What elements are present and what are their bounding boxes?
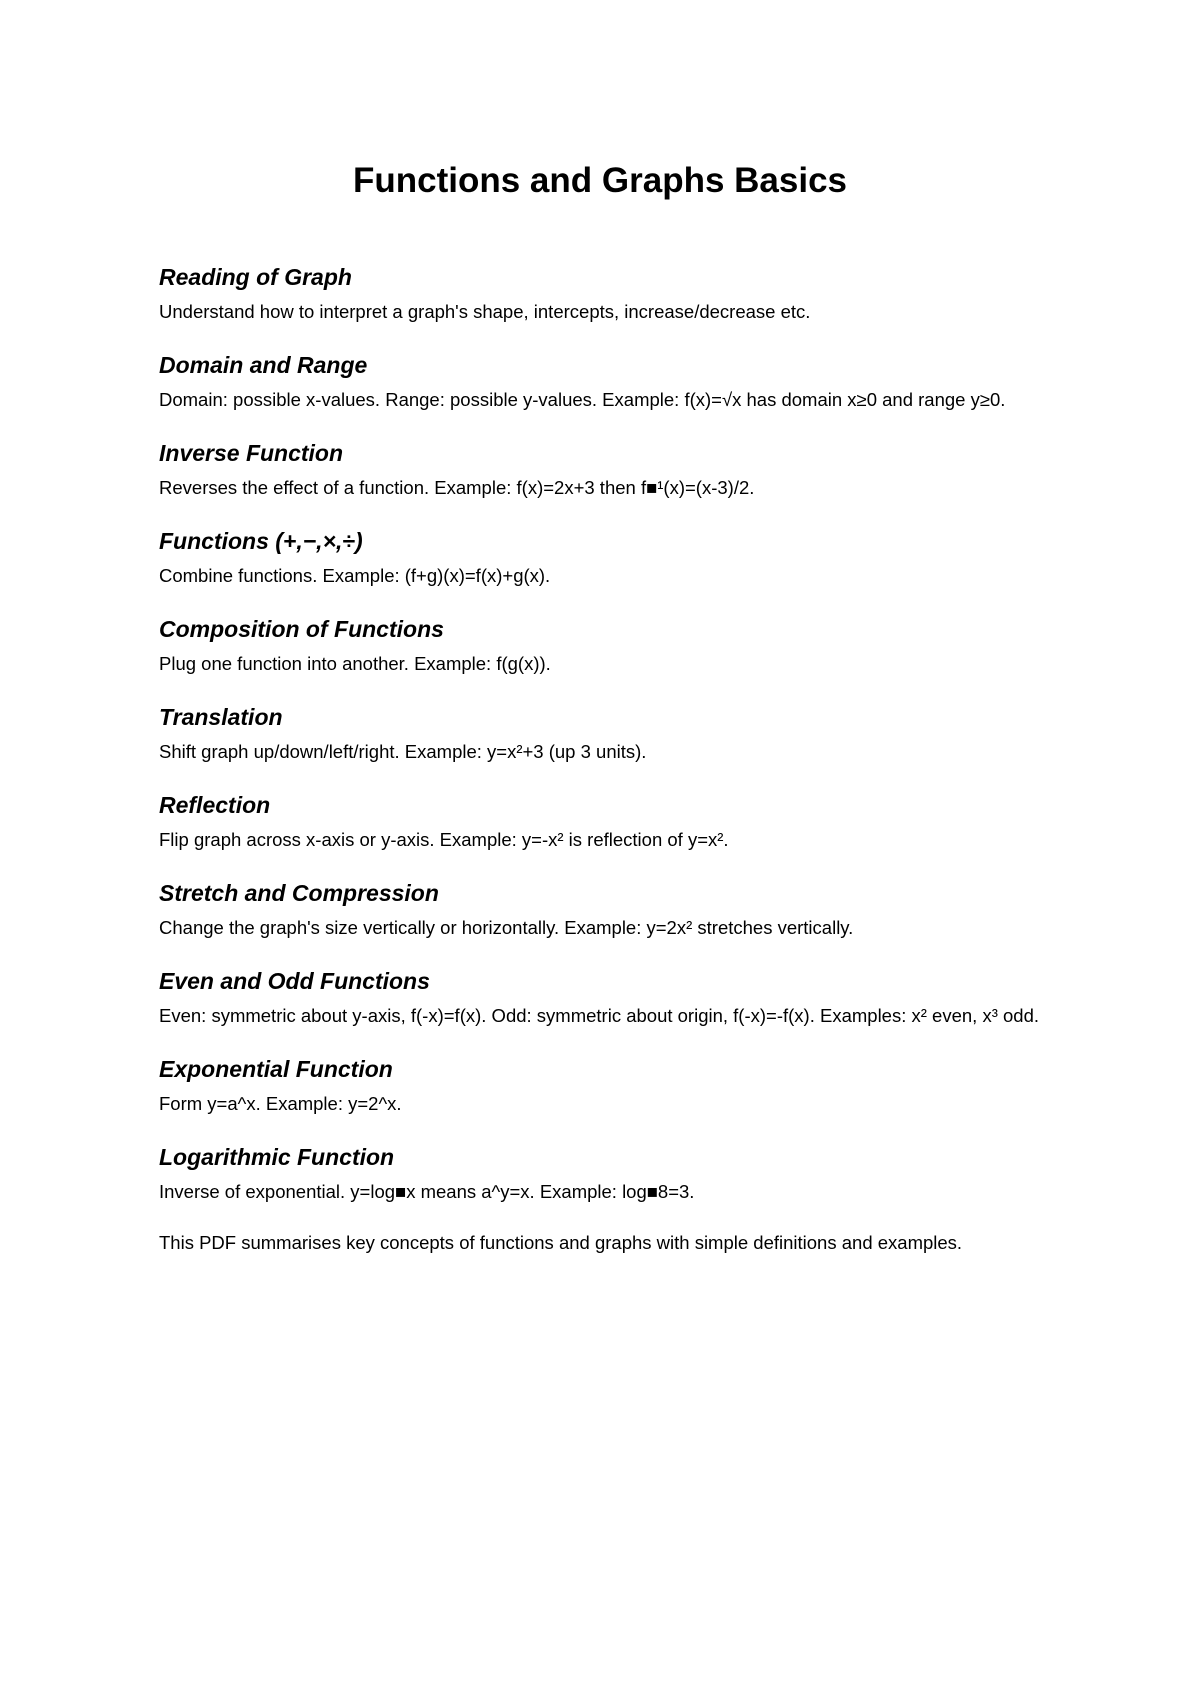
section-heading: Exponential Function (159, 1056, 393, 1082)
section-heading: Inverse Function (159, 440, 344, 466)
section-composition-of-functions (159, 614, 1059, 676)
section-domain-and-range (159, 350, 1059, 412)
section-stretch-and-compression (159, 878, 1059, 940)
section-body: Domain: possible x-values. Range: possible y-values. Example: f(x)=√x has domain x≥0 and range y≥0. (159, 389, 1006, 410)
section-function-operations (159, 526, 1059, 588)
section-logarithmic-function (159, 1142, 1059, 1204)
section-body: Plug one function into another. Example: f(g(x)). (159, 653, 551, 674)
section-body: Inverse of exponential. y=log■x means a^y=x. Example: log■8=3. (159, 1181, 695, 1202)
section-heading: Domain and Range (159, 352, 368, 378)
section-heading: Translation (159, 704, 283, 730)
section-body: Flip graph across x-axis or y-axis. Example: y=-x² is reflection of y=x². (159, 829, 729, 850)
section-body: Change the graph's size vertically or horizontally. Example: y=2x² stretches vertically. (159, 917, 854, 938)
section-translation (159, 702, 1059, 764)
section-body: Shift graph up/down/left/right. Example: y=x²+3 (up 3 units). (159, 741, 647, 762)
section-even-and-odd-functions (159, 966, 1059, 1028)
section-body: Understand how to interpret a graph's shape, intercepts, increase/decrease etc. (159, 301, 811, 322)
closing-note: This PDF summarises key concepts of functions and graphs with simple definitions and examples. (159, 1232, 963, 1253)
section-reading-of-graph (159, 262, 1059, 324)
section-exponential-function (159, 1054, 1059, 1116)
section-body: Form y=a^x. Example: y=2^x. (159, 1093, 402, 1114)
section-heading: Reading of Graph (159, 264, 352, 290)
section-heading: Even and Odd Functions (159, 968, 430, 994)
section-reflection (159, 790, 1059, 852)
section-inverse-function (159, 438, 1059, 500)
section-heading: Stretch and Compression (159, 880, 439, 906)
page-title: Functions and Graphs Basics (353, 161, 847, 200)
document-content (159, 262, 1059, 1255)
section-heading: Composition of Functions (159, 616, 444, 642)
section-body: Even: symmetric about y-axis, f(-x)=f(x). Odd: symmetric about origin, f(-x)=-f(x). Examples: x² even, x³ odd. (159, 1005, 1040, 1026)
section-body: Reverses the effect of a function. Example: f(x)=2x+3 then f■¹(x)=(x-3)/2. (159, 477, 755, 498)
section-body: Combine functions. Example: (f+g)(x)=f(x)+g(x). (159, 565, 551, 586)
section-heading: Reflection (159, 792, 271, 818)
section-heading: Logarithmic Function (159, 1144, 395, 1170)
section-heading: Functions (+,−,×,÷) (159, 528, 363, 554)
